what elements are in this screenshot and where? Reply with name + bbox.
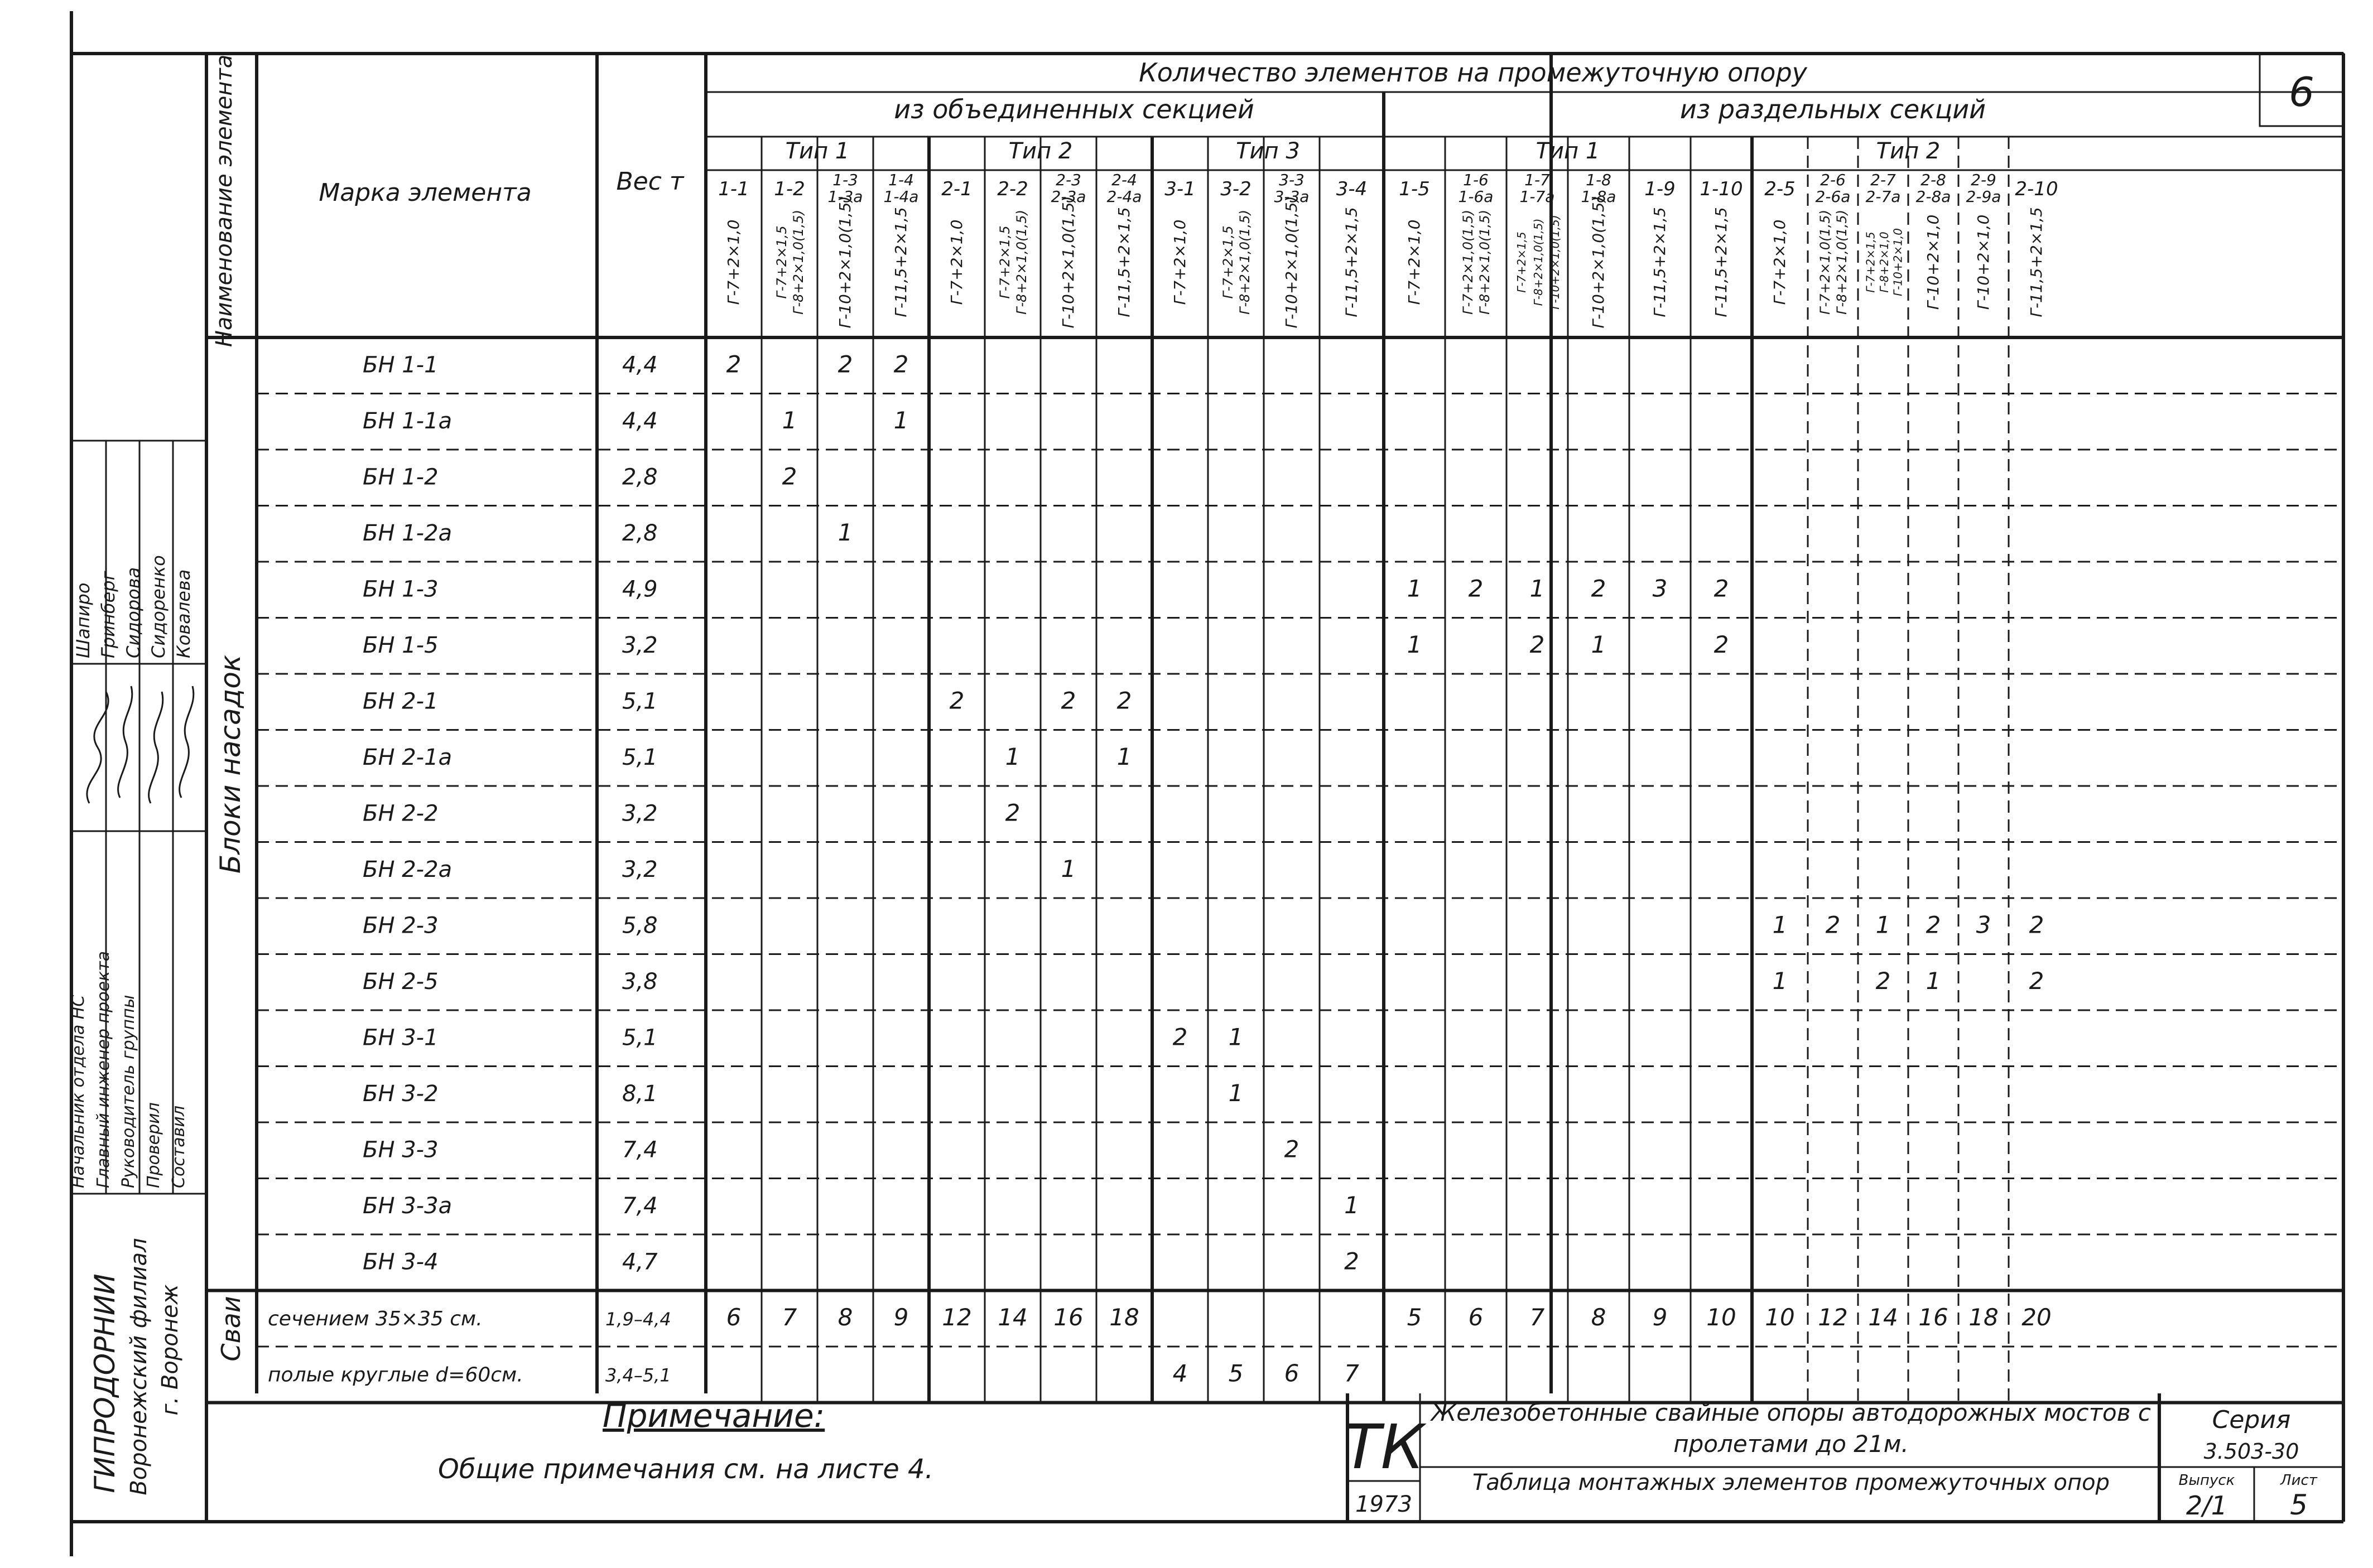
row-cell: 2 bbox=[1825, 911, 1841, 939]
row-cell: 2 bbox=[726, 350, 742, 378]
row-cell: 1 bbox=[782, 406, 797, 434]
column-code: 2-1 bbox=[941, 178, 973, 200]
row-weight: 5,8 bbox=[622, 913, 658, 939]
row-cell: 1 bbox=[1529, 575, 1545, 602]
row-cell: 2 bbox=[1468, 575, 1484, 602]
row-cell: 2 bbox=[837, 350, 853, 378]
row-mark: БН 2-2 bbox=[363, 800, 439, 827]
row-cell: 18 bbox=[1109, 1303, 1139, 1331]
row-cell: 6 bbox=[726, 1303, 742, 1331]
column-formula: Г-7+2×1,0(1,5) bbox=[1817, 210, 1833, 315]
row-mark: БН 1-2а bbox=[363, 520, 453, 546]
row-mark: сечением 35×35 см. bbox=[268, 1307, 483, 1330]
row-weight: 2,8 bbox=[622, 520, 658, 546]
note-title: Примечание: bbox=[603, 1397, 825, 1435]
type-group-label: Тип 1 bbox=[785, 138, 850, 164]
column-formula: Г-11,5+2×1,5 bbox=[2027, 207, 2045, 317]
row-cell: 2 bbox=[2029, 967, 2044, 995]
stamp-name: Гринберг bbox=[98, 571, 119, 658]
title-sheet-name: Таблица монтажных элементов промежуточных опор bbox=[1472, 1470, 2110, 1495]
sheet-number: 6 bbox=[2289, 69, 2314, 115]
row-mark: БН 3-3а bbox=[363, 1193, 453, 1219]
type-group-label: Тип 3 bbox=[1236, 138, 1300, 164]
row-cell: 2 bbox=[1713, 575, 1729, 602]
row-cell: 8 bbox=[1591, 1303, 1606, 1331]
column-formula: Г-11,5+2×1,5 bbox=[1712, 207, 1730, 317]
signature-mark bbox=[149, 692, 163, 803]
row-weight: 3,4–5,1 bbox=[605, 1364, 671, 1386]
row-cell: 1 bbox=[1344, 1191, 1359, 1219]
organization-city: г. Воронеж bbox=[157, 1284, 183, 1416]
sheet-value: 5 bbox=[2290, 1489, 2308, 1521]
row-mark: БН 2-1 bbox=[363, 688, 439, 715]
row-cell: 6 bbox=[1468, 1303, 1484, 1331]
row-weight: 5,1 bbox=[622, 688, 658, 715]
stamp-role: Составил bbox=[169, 1105, 189, 1188]
column-code: 1-8 1-8а bbox=[1581, 171, 1616, 206]
table-row bbox=[363, 799, 1020, 826]
column-formula: Г-10+2×1,0(1,5) bbox=[1282, 196, 1301, 329]
row-weight: 3,8 bbox=[622, 968, 658, 995]
column-code: 3-2 bbox=[1220, 178, 1252, 200]
column-formula: Г-7+2×1,0(1,5) bbox=[1460, 210, 1476, 315]
stamp-role: Начальник отдела НС bbox=[69, 995, 88, 1188]
row-cell: 16 bbox=[1918, 1303, 1948, 1331]
row-cell: 2 bbox=[893, 350, 909, 378]
row-mark: БН 3-3 bbox=[363, 1137, 439, 1163]
approval-stamp bbox=[69, 555, 194, 1188]
row-cell: 2 bbox=[1284, 1135, 1299, 1163]
row-weight: 8,1 bbox=[622, 1080, 658, 1107]
row-cell: 12 bbox=[942, 1303, 972, 1331]
column-formula: Г-7+2×1,0 bbox=[1770, 219, 1789, 305]
column-formula: Г-8+2×1,0(1,5) bbox=[1834, 210, 1850, 315]
series-label: Серия bbox=[2212, 1406, 2291, 1434]
row-cell: 1 bbox=[1772, 911, 1788, 939]
table-row bbox=[363, 462, 797, 490]
stamp-role: Руководитель группы bbox=[119, 995, 138, 1188]
row-mark: БН 2-3 bbox=[363, 913, 439, 939]
column-formula: Г-8+2×1,0(1,5) bbox=[791, 210, 806, 315]
row-cell: 2 bbox=[1875, 967, 1891, 995]
row-cell: 6 bbox=[1284, 1359, 1299, 1387]
column-code: 3-3 3-3а bbox=[1274, 171, 1310, 206]
row-cell: 1 bbox=[1228, 1023, 1244, 1051]
row-cell: 2 bbox=[1591, 575, 1606, 602]
row-cell: 3 bbox=[1976, 911, 1991, 939]
row-mark: БН 1-5 bbox=[363, 632, 439, 658]
column-formula: Г-7+2×1,5 bbox=[1220, 225, 1236, 299]
sheet-label: Лист bbox=[2280, 1472, 2317, 1489]
table-row bbox=[363, 1135, 1299, 1162]
column-code: 1-4 1-4а bbox=[883, 171, 919, 206]
row-weight: 3,2 bbox=[622, 800, 658, 827]
column-code: 1-7 1-7а bbox=[1519, 171, 1555, 206]
row-weight: 4,4 bbox=[622, 352, 658, 378]
row-cell: 10 bbox=[1706, 1303, 1736, 1331]
row-cell: 16 bbox=[1053, 1303, 1084, 1331]
issue-label: Выпуск bbox=[2178, 1472, 2235, 1489]
row-weight: 5,1 bbox=[622, 1025, 658, 1051]
row-mark: БН 1-3 bbox=[363, 576, 439, 602]
tk-logo: ТК bbox=[1343, 1411, 1424, 1483]
issue-value: 2/1 bbox=[2186, 1490, 2228, 1521]
row-cell: 1 bbox=[1116, 742, 1132, 770]
row-cell: 1 bbox=[1005, 742, 1021, 770]
column-code: 2-5 bbox=[1764, 178, 1796, 200]
row-weight: 4,9 bbox=[622, 576, 658, 602]
signature-mark bbox=[180, 686, 194, 798]
column-code: 1-10 bbox=[1700, 178, 1743, 200]
column-formula: Г-7+2×1,5 bbox=[774, 225, 790, 299]
column-formula: Г-8+2×1,0(1,5) bbox=[1014, 210, 1029, 315]
row-mark: БН 1-2 bbox=[363, 464, 439, 490]
column-formula: Г-8+2×1,0 bbox=[1878, 231, 1891, 293]
column-formula: Г-10+2×1,0(1,5) bbox=[1059, 196, 1077, 329]
stamp-name: Сидорова bbox=[123, 567, 144, 658]
header-mark-col: Марка элемента bbox=[319, 178, 532, 207]
table-row bbox=[363, 407, 908, 434]
column-formula: Г-7+2×1,0 bbox=[1171, 219, 1189, 305]
table-row bbox=[363, 1023, 1243, 1050]
header-separate-group: из раздельных секций bbox=[1679, 94, 1986, 124]
row-weight: 3,2 bbox=[622, 632, 658, 658]
signature-mark bbox=[87, 692, 108, 803]
row-weight: 7,4 bbox=[622, 1137, 658, 1163]
row-cell: 9 bbox=[1652, 1303, 1668, 1331]
column-formula: Г-7+2×1,5 bbox=[1515, 231, 1528, 293]
row-mark: БН 2-2а bbox=[363, 856, 453, 882]
column-code: 2-4 2-4а bbox=[1106, 171, 1142, 206]
row-cell: 18 bbox=[1968, 1303, 1999, 1331]
table-row bbox=[363, 1247, 1359, 1275]
row-cell: 2 bbox=[1713, 630, 1729, 658]
header-name-col: Наименование элемента bbox=[211, 54, 237, 348]
signature-mark bbox=[118, 686, 132, 798]
table-row bbox=[363, 687, 1132, 714]
column-formula: Г-10+2×1,0(1,5) bbox=[836, 196, 854, 329]
series-value: 3.503-30 bbox=[2203, 1439, 2299, 1464]
row-weight: 4,7 bbox=[622, 1249, 658, 1275]
column-formula: Г-10+2×1,0(1,5) bbox=[1548, 215, 1562, 310]
header-count-title: Количество элементов на промежуточную опору bbox=[1139, 57, 1807, 88]
table-row bbox=[268, 1304, 2052, 1331]
column-formula: Г-10+2×1,0 bbox=[1974, 214, 1992, 310]
column-headers bbox=[718, 171, 2058, 328]
row-cell: 2 bbox=[1061, 687, 1076, 715]
table-grid bbox=[206, 54, 2343, 1522]
table-row bbox=[363, 911, 2044, 938]
column-formula: Г-7+2×1,5 bbox=[997, 225, 1013, 299]
column-code: 2-8 2-8а bbox=[1915, 171, 1951, 206]
row-cell: 1 bbox=[1061, 855, 1076, 882]
stamp-name: Сидоренко bbox=[148, 555, 169, 658]
row-cell: 2 bbox=[1529, 630, 1545, 658]
header-weight-col: Вес т bbox=[616, 167, 684, 196]
type-group-label: Тип 2 bbox=[1008, 138, 1073, 164]
row-mark: БН 2-1а bbox=[363, 744, 453, 770]
column-formula: Г-7+2×1,0 bbox=[947, 219, 966, 305]
row-cell: 2 bbox=[1005, 799, 1021, 827]
column-code: 2-7 2-7а bbox=[1865, 171, 1901, 206]
row-cell: 2 bbox=[1344, 1247, 1359, 1275]
column-code: 2-9 2-9а bbox=[1966, 171, 2001, 206]
column-code: 2-10 bbox=[2015, 178, 2058, 200]
row-cell: 1 bbox=[1407, 630, 1422, 658]
column-code: 1-3 1-3а bbox=[827, 171, 863, 206]
row-cell: 7 bbox=[1344, 1359, 1359, 1387]
row-cell: 1 bbox=[1407, 575, 1422, 602]
column-formula: Г-10+2×1,0 bbox=[1924, 214, 1942, 310]
row-cell: 2 bbox=[782, 462, 797, 490]
column-formula: Г-11,5+2×1,5 bbox=[1342, 207, 1361, 317]
column-formula: Г-10+2×1,0(1,5) bbox=[1589, 196, 1607, 329]
column-formula: Г-11,5+2×1,5 bbox=[1650, 207, 1669, 317]
table-row bbox=[363, 743, 1132, 770]
note-text: Общие примечания см. на листе 4. bbox=[438, 1454, 933, 1485]
type-group-label: Тип 2 bbox=[1876, 138, 1941, 164]
table-row bbox=[268, 1359, 1359, 1387]
column-formula: Г-7+2×1,0 bbox=[1405, 219, 1423, 305]
row-cell: 2 bbox=[1116, 687, 1132, 715]
column-code: 1-1 bbox=[718, 178, 749, 200]
row-cell: 1 bbox=[1772, 967, 1788, 995]
row-cell: 14 bbox=[998, 1303, 1028, 1331]
row-cell: 7 bbox=[782, 1303, 797, 1331]
column-code: 1-6 1-6а bbox=[1458, 171, 1494, 206]
column-code: 3-1 bbox=[1164, 178, 1196, 200]
category-piles-label: Сваи bbox=[216, 1296, 246, 1362]
row-cell: 3 bbox=[1652, 575, 1668, 602]
column-formula: Г-11,5+2×1,5 bbox=[1115, 207, 1133, 317]
row-cell: 5 bbox=[1407, 1303, 1422, 1331]
row-cell: 4 bbox=[1172, 1359, 1188, 1387]
table-row bbox=[363, 1079, 1243, 1107]
row-weight: 5,1 bbox=[622, 744, 658, 770]
column-code: 2-6 2-6а bbox=[1815, 171, 1851, 206]
column-code: 3-4 bbox=[1336, 178, 1368, 200]
row-weight: 1,9–4,4 bbox=[605, 1308, 671, 1330]
row-mark: БН 1-1 bbox=[363, 352, 439, 378]
row-weight: 7,4 bbox=[622, 1193, 658, 1219]
title-description: Железобетонные свайные опоры автодорожных мостов с пролетами до 21м. bbox=[1431, 1399, 2151, 1458]
column-code: 1-5 bbox=[1399, 178, 1430, 200]
header-united-group: из объединенных секцией bbox=[894, 94, 1254, 124]
row-cell: 2 bbox=[2029, 911, 2044, 939]
row-cell: 12 bbox=[1818, 1303, 1848, 1331]
table-row bbox=[363, 519, 853, 546]
row-cell: 2 bbox=[949, 687, 965, 715]
table-row bbox=[363, 631, 1729, 658]
row-cell: 1 bbox=[837, 518, 853, 546]
table-row bbox=[363, 967, 2044, 995]
row-weight: 3,2 bbox=[622, 856, 658, 882]
organization-name: ГИПРОДОРНИИ bbox=[89, 1273, 121, 1493]
table-row bbox=[363, 1191, 1359, 1219]
title-year: 1973 bbox=[1355, 1492, 1412, 1517]
table-row bbox=[363, 350, 908, 378]
column-code: 1-2 bbox=[774, 178, 805, 200]
type-group-label: Тип 1 bbox=[1536, 138, 1600, 164]
column-formula: Г-10+2×1,0 bbox=[1891, 228, 1905, 296]
row-weight: 2,8 bbox=[622, 464, 658, 490]
column-formula: Г-7+2×1,0 bbox=[724, 219, 743, 305]
table-row bbox=[363, 575, 1729, 602]
column-formula: Г-8+2×1,0(1,5) bbox=[1532, 218, 1545, 306]
column-code: 2-3 2-3а bbox=[1051, 171, 1086, 206]
row-mark: БН 2-5 bbox=[363, 968, 439, 995]
category-blocks-label: Блоки насадок bbox=[214, 654, 247, 874]
row-cell: 14 bbox=[1868, 1303, 1898, 1331]
stamp-role: Проверил bbox=[144, 1102, 163, 1188]
row-mark: БН 3-2 bbox=[363, 1080, 439, 1107]
row-cell: 1 bbox=[1591, 630, 1606, 658]
row-cell: 2 bbox=[1926, 911, 1941, 939]
row-mark: полые круглые d=60см. bbox=[268, 1363, 523, 1387]
row-cell: 8 bbox=[837, 1303, 853, 1331]
table-row bbox=[363, 855, 1076, 882]
row-cell: 5 bbox=[1228, 1359, 1244, 1387]
row-cell: 1 bbox=[1926, 967, 1941, 995]
type-group-labels bbox=[786, 138, 1941, 164]
row-mark: БН 1-1а bbox=[363, 408, 453, 434]
row-cell: 20 bbox=[2021, 1303, 2052, 1331]
column-formula: Г-8+2×1,0(1,5) bbox=[1237, 210, 1253, 315]
row-cell: 7 bbox=[1529, 1303, 1545, 1331]
row-mark: БН 3-4 bbox=[363, 1249, 439, 1275]
column-code: 1-9 bbox=[1644, 178, 1676, 200]
stamp-role: Главный инженер проекта bbox=[94, 951, 113, 1188]
column-formula: Г-8+2×1,0(1,5) bbox=[1477, 210, 1493, 315]
row-cell: 1 bbox=[1228, 1079, 1244, 1107]
row-cell: 1 bbox=[1875, 911, 1891, 939]
column-formula: Г-11,5+2×1,5 bbox=[892, 207, 910, 317]
row-cell: 2 bbox=[1172, 1023, 1188, 1051]
organization-branch: Воронежский филиал bbox=[126, 1238, 152, 1495]
row-weight: 4,4 bbox=[622, 408, 658, 434]
row-cell: 1 bbox=[893, 406, 909, 434]
row-cell: 10 bbox=[1765, 1303, 1795, 1331]
column-code: 2-2 bbox=[997, 178, 1028, 200]
stamp-name: Ковалева bbox=[173, 569, 194, 658]
row-mark: БН 3-1 bbox=[363, 1025, 439, 1051]
column-formula: Г-7+2×1,5 bbox=[1864, 231, 1878, 293]
stamp-name: Шапиро bbox=[73, 582, 94, 658]
row-cell: 9 bbox=[893, 1303, 909, 1331]
